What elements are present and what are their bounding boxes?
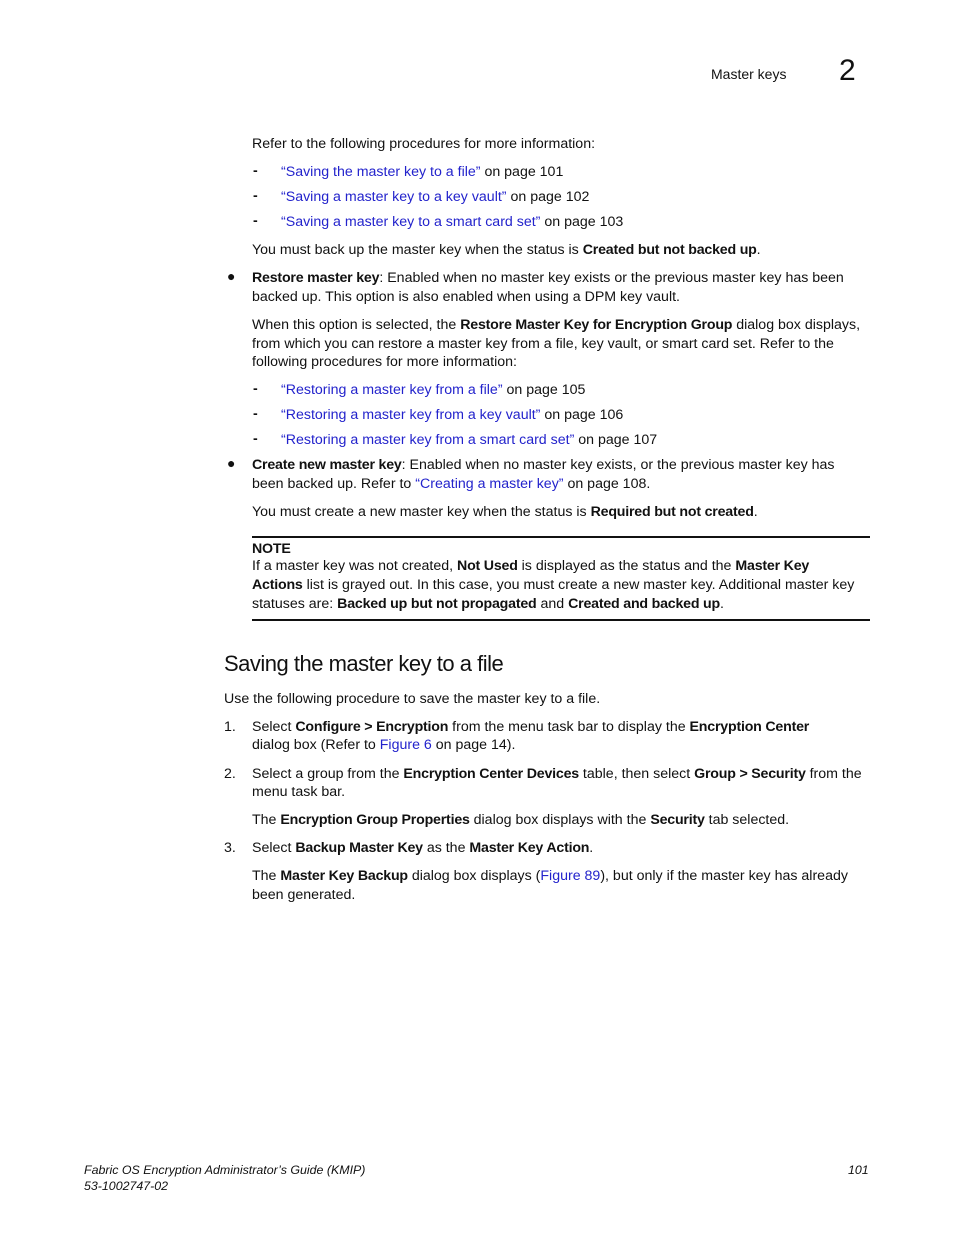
backup-status-note: You must back up the master key when the status is Created but not backed up.: [252, 242, 761, 258]
dash-marker: -: [253, 431, 258, 447]
note-title: NOTE: [252, 541, 291, 557]
dash-marker: -: [253, 213, 258, 229]
dash-marker: -: [253, 163, 258, 179]
list-item: “Restoring a master key from a file” on page 105: [281, 382, 586, 398]
xref-link[interactable]: “Restoring a master key from a file”: [281, 382, 503, 398]
xref-link[interactable]: “Saving the master key to a file”: [281, 164, 481, 180]
list-item: “Saving a master key to a smart card set” on page 103: [281, 214, 624, 230]
chapter-number: 2: [839, 54, 856, 87]
step-2-line2: menu task bar.: [252, 784, 346, 800]
step-1-line2: dialog box (Refer to Figure 6 on page 14).: [252, 737, 516, 753]
page-number: 101: [848, 1163, 869, 1177]
dash-marker: -: [253, 188, 258, 204]
step-number: 3.: [224, 840, 236, 856]
restore-item-line2: backed up. This option is also enabled when using a DPM key vault.: [252, 289, 680, 305]
figure-link[interactable]: Figure 89: [540, 868, 601, 884]
create-item: Create new master key: Enabled when no master key exists, or the previous master key has: [252, 457, 835, 473]
step-3-result-line2: been generated.: [252, 887, 356, 903]
note-line3: statuses are: Backed up but not propagated and Created and backed up.: [252, 596, 724, 612]
dash-marker: -: [253, 406, 258, 422]
xref-link[interactable]: “Creating a master key”: [415, 476, 564, 492]
footer-doc-id: 53-1002747-02: [84, 1179, 169, 1193]
intro-text: Refer to the following procedures for more information:: [252, 136, 596, 152]
note-line1: If a master key was not created, Not Used is displayed as the status and the Master Key: [252, 558, 810, 574]
xref-link[interactable]: “Saving a master key to a key vault”: [281, 189, 507, 205]
xref-link[interactable]: “Restoring a master key from a smart card set”: [281, 432, 575, 448]
restore-paragraph-line2: from which you can restore a master key from a file, key vault, or smart card set. Refer to the: [252, 336, 834, 352]
restore-item: Restore master key: Enabled when no master key exists or the previous master key has been: [252, 270, 844, 286]
step-1: Select Configure > Encryption from the menu task bar to display the Encryption Center: [252, 719, 810, 735]
section-intro: Use the following procedure to save the master key to a file.: [224, 691, 601, 707]
xref-link[interactable]: “Restoring a master key from a key vault”: [281, 407, 541, 423]
bullet-marker: ●: [227, 268, 236, 284]
restore-paragraph: When this option is selected, the Restore Master Key for Encryption Group dialog box displays,: [252, 317, 861, 333]
step-number: 2.: [224, 766, 236, 782]
step-2-result: The Encryption Group Properties dialog box displays with the Security tab selected.: [252, 812, 790, 828]
figure-link[interactable]: Figure 6: [379, 737, 432, 753]
running-header: Master keys: [711, 66, 787, 82]
step-3: Select Backup Master Key as the Master Key Action.: [252, 840, 594, 856]
note-line2: Actions list is grayed out. In this case, you must create a new master key. Additional master key: [252, 577, 855, 593]
create-status-note: You must create a new master key when the status is Required but not created.: [252, 504, 758, 520]
bullet-marker: ●: [227, 455, 236, 471]
xref-link[interactable]: “Saving a master key to a smart card set”: [281, 214, 541, 230]
dash-marker: -: [253, 381, 258, 397]
section-title: Saving the master key to a file: [224, 651, 504, 676]
footer-title: Fabric OS Encryption Administrator’s Guide (KMIP): [84, 1163, 366, 1177]
step-2: Select a group from the Encryption Center Devices table, then select Group > Security from the: [252, 766, 862, 782]
list-item: “Restoring a master key from a smart card set” on page 107: [281, 432, 658, 448]
list-item: “Saving a master key to a key vault” on page 102: [281, 189, 590, 205]
restore-paragraph-line3: following procedures for more information:: [252, 354, 517, 370]
list-item: “Restoring a master key from a key vault” on page 106: [281, 407, 624, 423]
step-number: 1.: [224, 719, 236, 735]
create-item-line2: been backed up. Refer to “Creating a master key” on page 108.: [252, 476, 651, 492]
step-3-result: The Master Key Backup dialog box displays (Figure 89), but only if the master key has already: [252, 868, 848, 884]
note-top-rule: [252, 536, 870, 538]
note-bottom-rule: [252, 619, 870, 621]
list-item: “Saving the master key to a file” on page 101: [281, 164, 564, 180]
